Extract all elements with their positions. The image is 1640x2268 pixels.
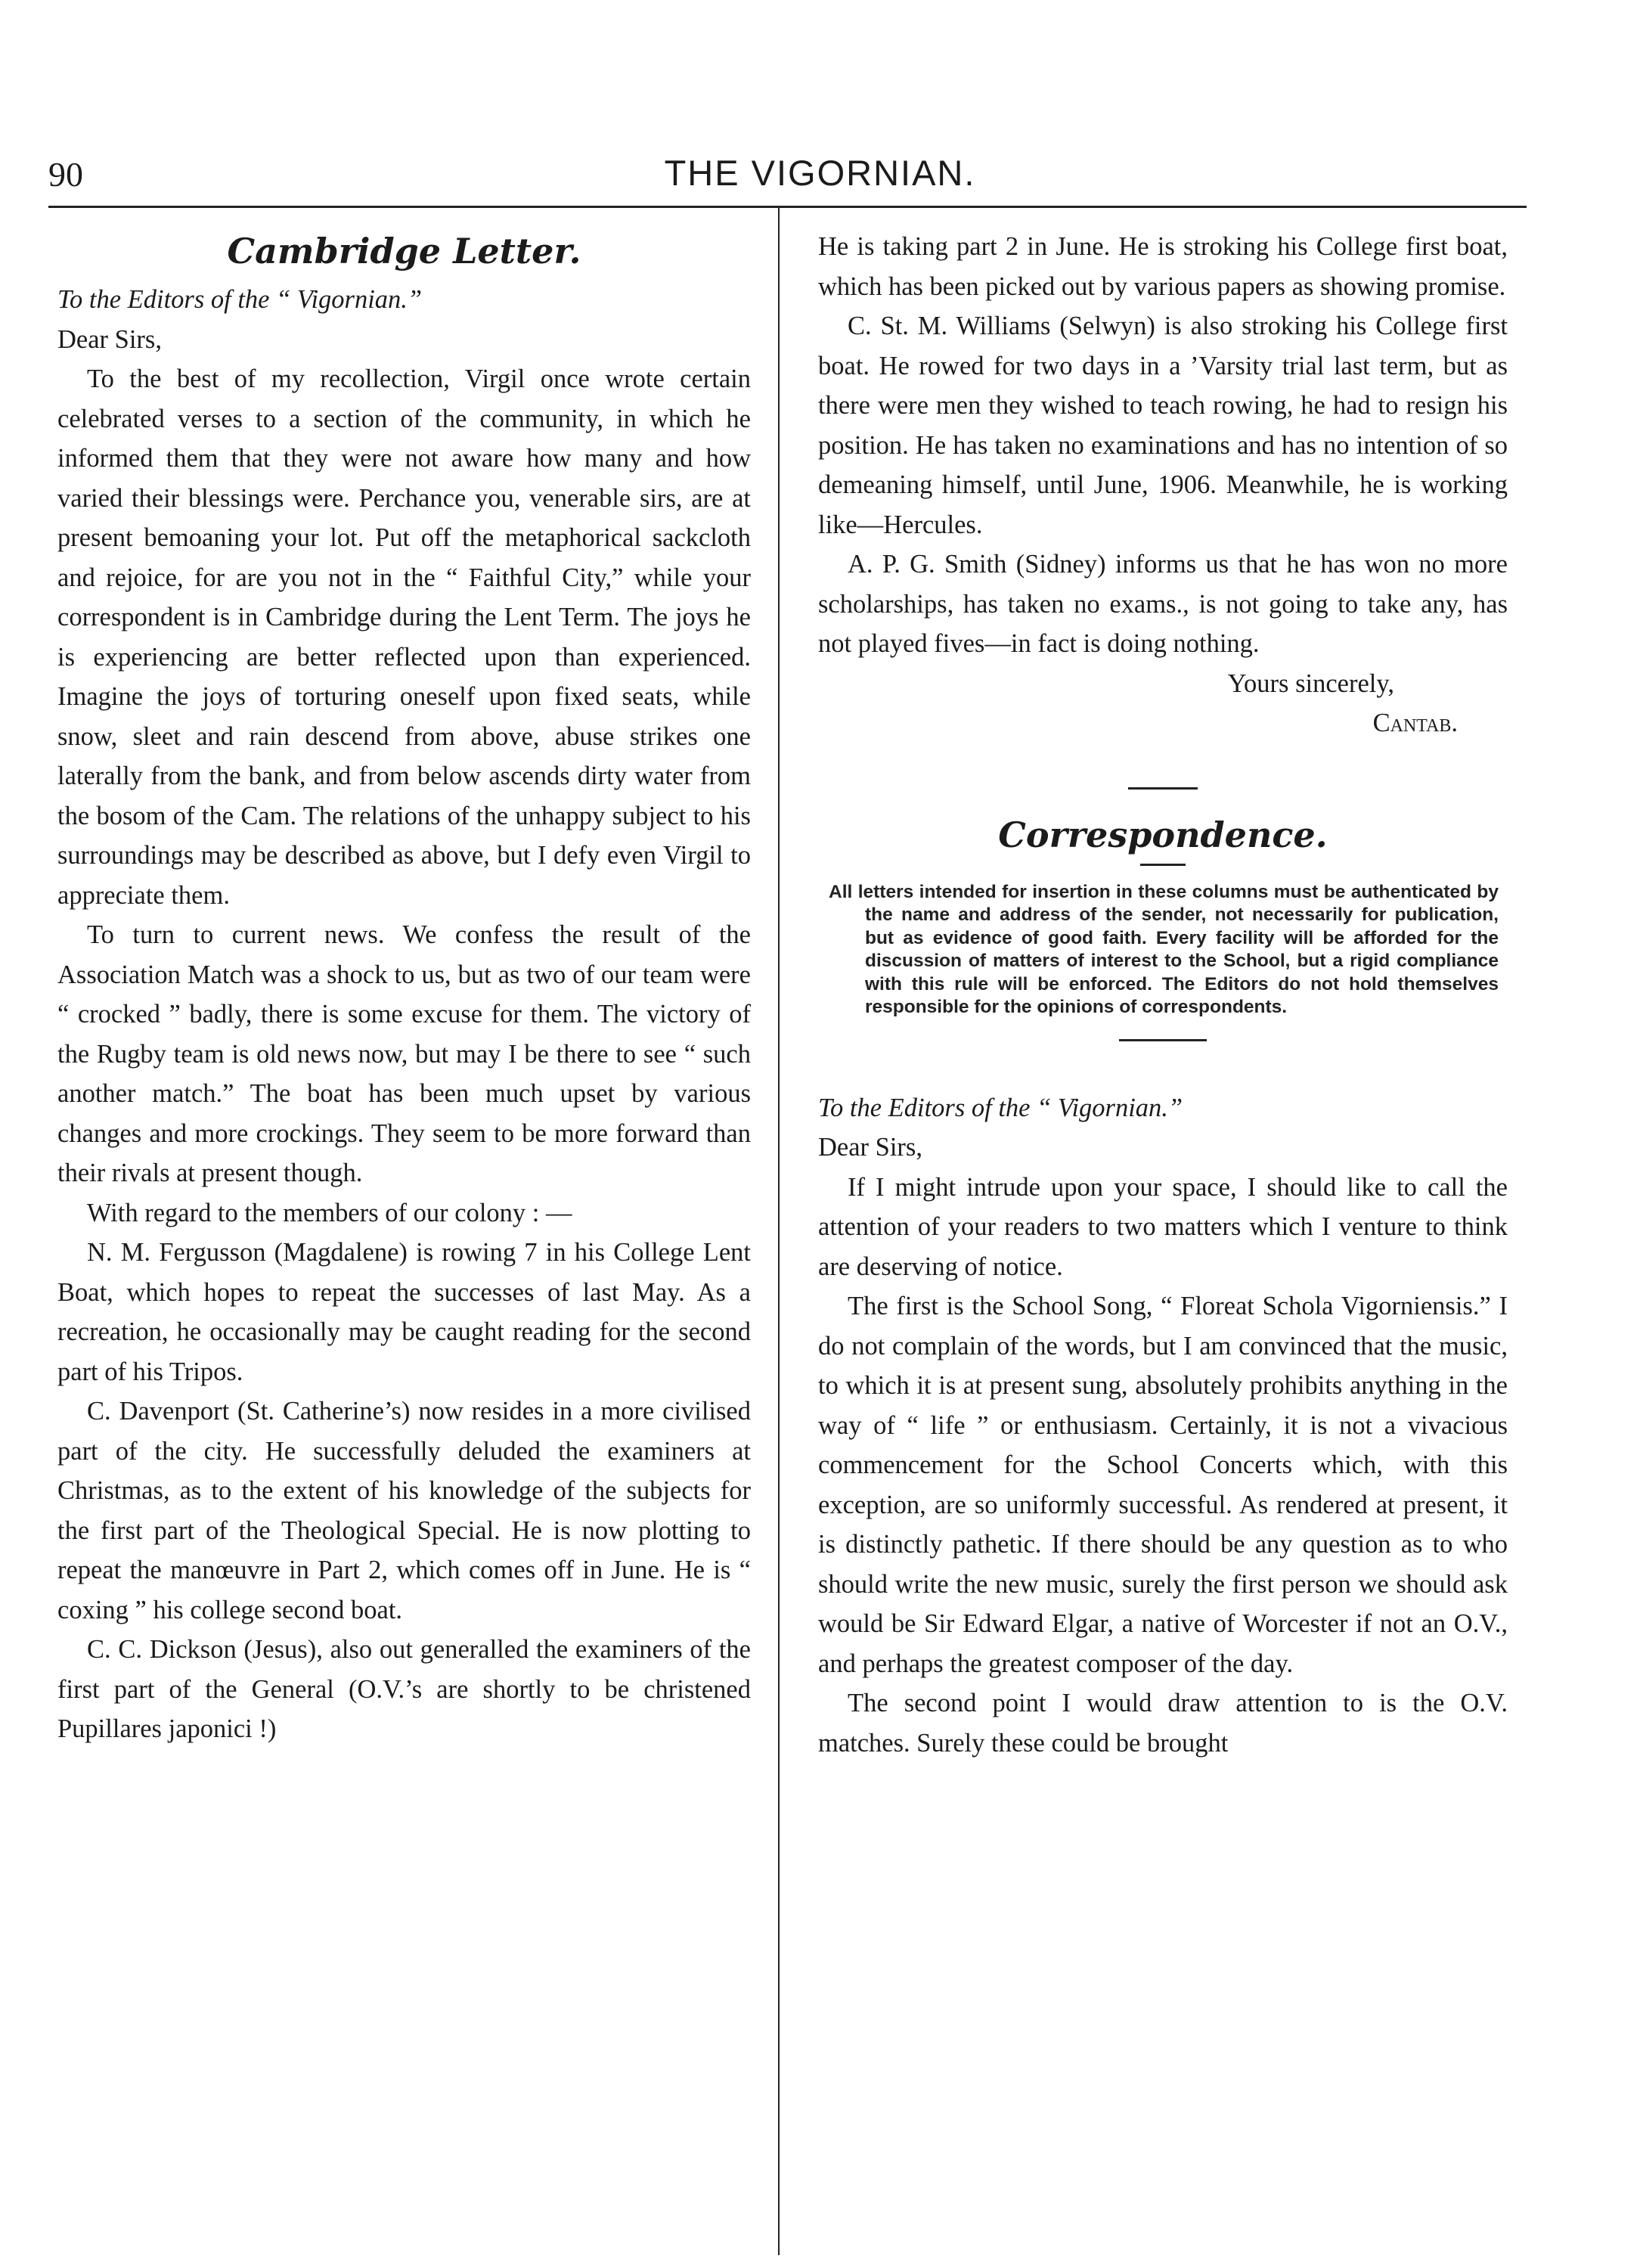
right-column [818,227,1508,1763]
running-head-title: THE VIGORNIAN. [664,153,976,193]
cambridge-to-editors: To the Editors of the “ Vigornian.” [57,285,423,314]
page-number: 90 [48,155,83,194]
cambridge-paragraph: C. Davenport (St. Catherine’s) now resides in a more civilised part of the city. He successfully deluded the examiners at Christmas, as to the extent of his knowledge of the subjects for the first part of the Theological Special. He is now plotting to repeat the manœuvre in Part 2, which comes off in June. He is “ coxing ” his college second boat. [57,1397,751,1624]
cambridge-paragraph: With regard to the members of our colony : — [87,1198,572,1227]
heading-underline [1140,864,1186,866]
column-rule [778,206,780,2255]
cambridge-paragraph: To turn to current news. We confess the result of the Association Match was a shock to us, but as two of our team were “ crocked ” badly, there is some excuse for them. The victory of the Rugby team is old news now, but may I be there to see “ such another match.” The boat has been much upset by various changes and more crockings. They seem to be more forward than their rivals at present though. [57,920,751,1187]
cambridge-paragraph: C. St. M. Williams (Selwyn) is also stroking his College first boat. He rowed for two days in a ’Varsity trial last term, but as there were men they wished to teach rowing, he had to resign his position. He has taken no examinations and has no intention of so demeaning himself, until June, 1906. Meanwhile, he is working like—Hercules. [818,312,1508,539]
cambridge-signature: Cantab. [1372,709,1458,737]
correspondence-notice: All letters intended for insertion in these columns must be authenticated by the name and address of the sender, not necessarily for publication, but as evidence of good faith. Every facility will be afforded for the discussion of matters of interest to the School, but a rigid compliance with this rule will be enforced. The Editors do not hold themselves responsible for the opinions of correspondents. [829,881,1499,1017]
cambridge-closing: Yours sincerely, [1227,669,1394,698]
header-rule [48,206,1527,208]
cambridge-salutation: Dear Sirs, [57,324,162,354]
left-column [57,227,751,1749]
cambridge-paragraph: A. P. G. Smith (Sidney) informs us that he has won no more scholarships, has taken no exams., is not going to take any, has not played fives—in fact is doing nothing. [818,550,1508,658]
correspondence-salutation: Dear Sirs, [818,1133,922,1162]
cambridge-letter-heading: Cambridge Letter. [227,231,581,271]
cambridge-paragraph-continued: C. C. Dickson (Jesus), also out generalled the examiners of the first part of the General (O.V.’s are shortly to be christened Pupillares japonici !) [57,1635,751,1743]
cambridge-paragraph: To the best of my recollection, Virgil once wrote certain celebrated verses to a section of the community, in which he informed them that they were not aware how many and how varied their blessings were. Perchance you, venerable sirs, are at present bemoaning your lot. Put off the metaphorical sackcloth and rejoice, for are you not in the “ Faithful City,” while your correspondent is in Cambridge during the Lent Term. The joys he is experiencing are better reflected upon than experienced. Imagine the joys of torturing oneself upon fixed seats, while snow, sleet and rain descend from above, abuse strikes one laterally from the bank, and from below ascends dirty water from the bosom of the Cam. The relations of the unhappy subject to his surroundings may be described as above, but I defy even Virgil to appreciate them. [57,365,751,910]
cambridge-paragraph: N. M. Fergusson (Magdalene) is rowing 7 in his College Lent Boat, which hopes to repeat the successes of last May. As a recreation, he occasionally may be caught reading for the second part of his Tripos. [57,1238,751,1386]
correspondence-heading: Correspondence. [998,814,1328,855]
correspondence-paragraph: If I might intrude upon your space, I should like to call the attention of your readers to two matters which I venture to think are deserving of notice. [818,1172,1508,1281]
correspondence-paragraph: The first is the School Song, “ Floreat Schola Vigorniensis.” I do not complain of the words, but I am convinced that the music, to which it is at present sung, absolutely prohibits anything in the way of “ life ” or enthusiasm. Certainly, it is not a vivacious commencement for the School Concerts which, with this exception, are so uniformly successful. As rendered at present, it is distinctly pathetic. If there should be any question as to who should write the new music, surely the first person we should ask would be Sir Edward Elgar, a native of Worcester if not an O.V., and perhaps the greatest composer of the day. [818,1292,1508,1678]
cambridge-paragraph-continuation: He is taking part 2 in June. He is stroking his College first boat, which has been picked out by various papers as showing promise. [818,232,1508,301]
correspondence-to-editors: To the Editors of the “ Vigornian.” [818,1093,1183,1122]
correspondence-paragraph: The second point I would draw attention to is the O.V. matches. Surely these could be brought [818,1689,1508,1758]
